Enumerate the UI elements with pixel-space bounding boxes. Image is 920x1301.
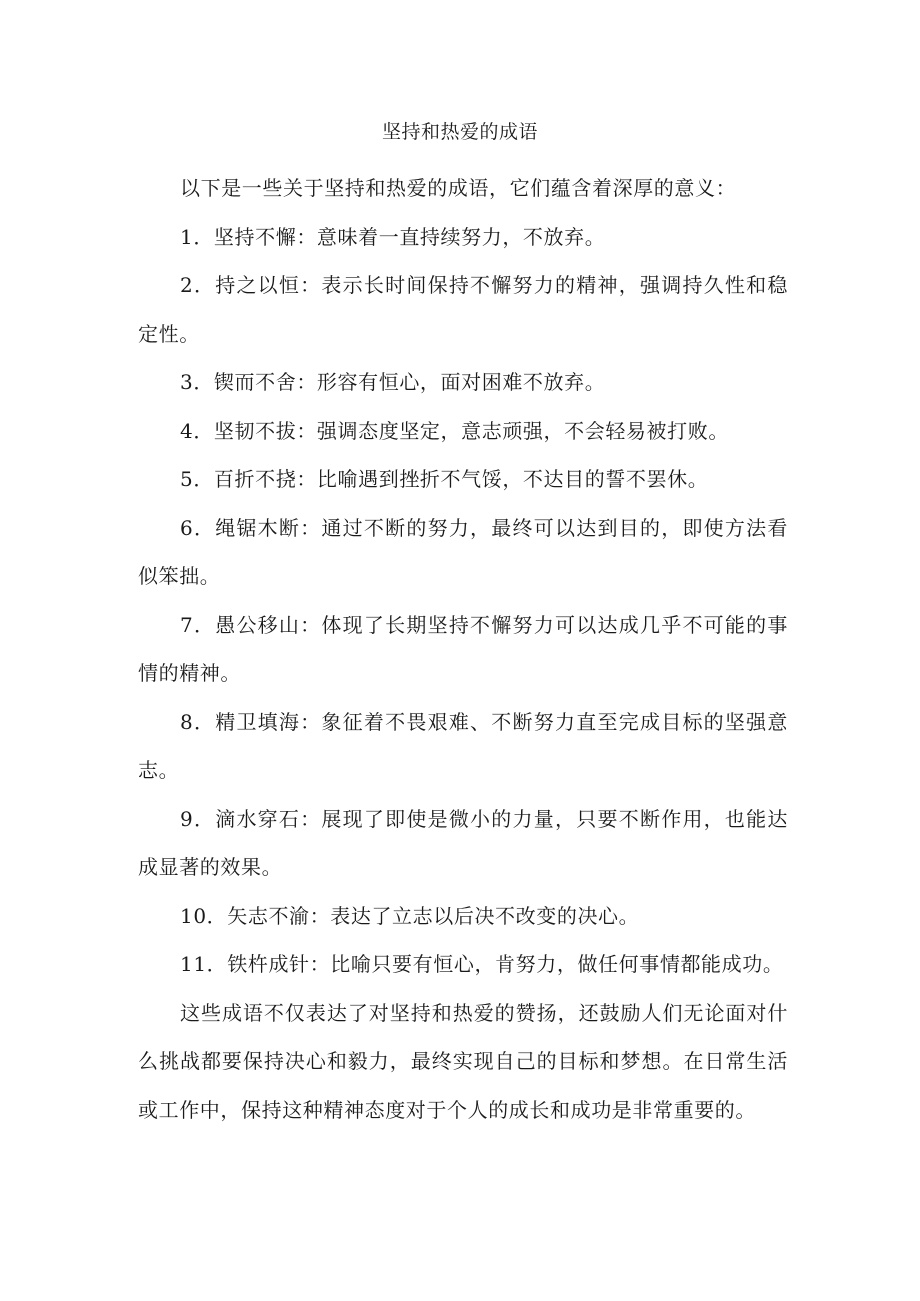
document-title: 坚持和热爱的成语 [381,121,538,143]
list-item: 7．愚公移山：体现了长期坚持不懈努力可以达成几乎不可能的事情的精神。 [138,612,788,685]
document-body [138,164,788,1134]
list-item: 8．精卫填海：象征着不畏艰难、不断努力直至完成目标的坚强意志。 [138,709,788,782]
list-item: 3．锲而不舍：形容有恒心，面对困难不放弃。 [180,370,606,394]
list-item: 2．持之以恒：表示长时间保持不懈努力的精神，强调持久性和稳定性。 [138,273,788,346]
list-item: 4．坚韧不拔：强调态度坚定，意志顽强，不会轻易被打败。 [180,418,729,443]
list-item: 9．滴水穿石：展现了即使是微小的力量，只要不断作用，也能达成显著的效果。 [138,806,788,879]
list-item: 5．百折不挠：比喻遇到挫折不气馁，不达目的誓不罢休。 [180,467,709,491]
list-item: 1．坚持不懈：意味着一直持续努力，不放弃。 [180,224,606,249]
list-item: 10．矢志不渝：表达了立志以后决不改变的决心。 [180,903,640,928]
list-item: 11．铁杵成针：比喻只要有恒心，肯努力，做任何事情都能成功。 [180,952,784,976]
intro-paragraph: 以下是一些关于坚持和热爱的成语，它们蕴含着深厚的意义： [180,176,737,200]
list-item: 6．绳锯木断：通过不断的努力，最终可以达到目的，即使方法看似笨拙。 [138,515,788,588]
conclusion-paragraph: 这些成语不仅表达了对坚持和热爱的赞扬，还鼓励人们无论面对什么挑战都要保持决心和毅力，最终实现自己的目标和梦想。在日常生活或工作中，保持这种精神态度对于个人的成长和成功是非常重要的。 [138,1000,788,1122]
